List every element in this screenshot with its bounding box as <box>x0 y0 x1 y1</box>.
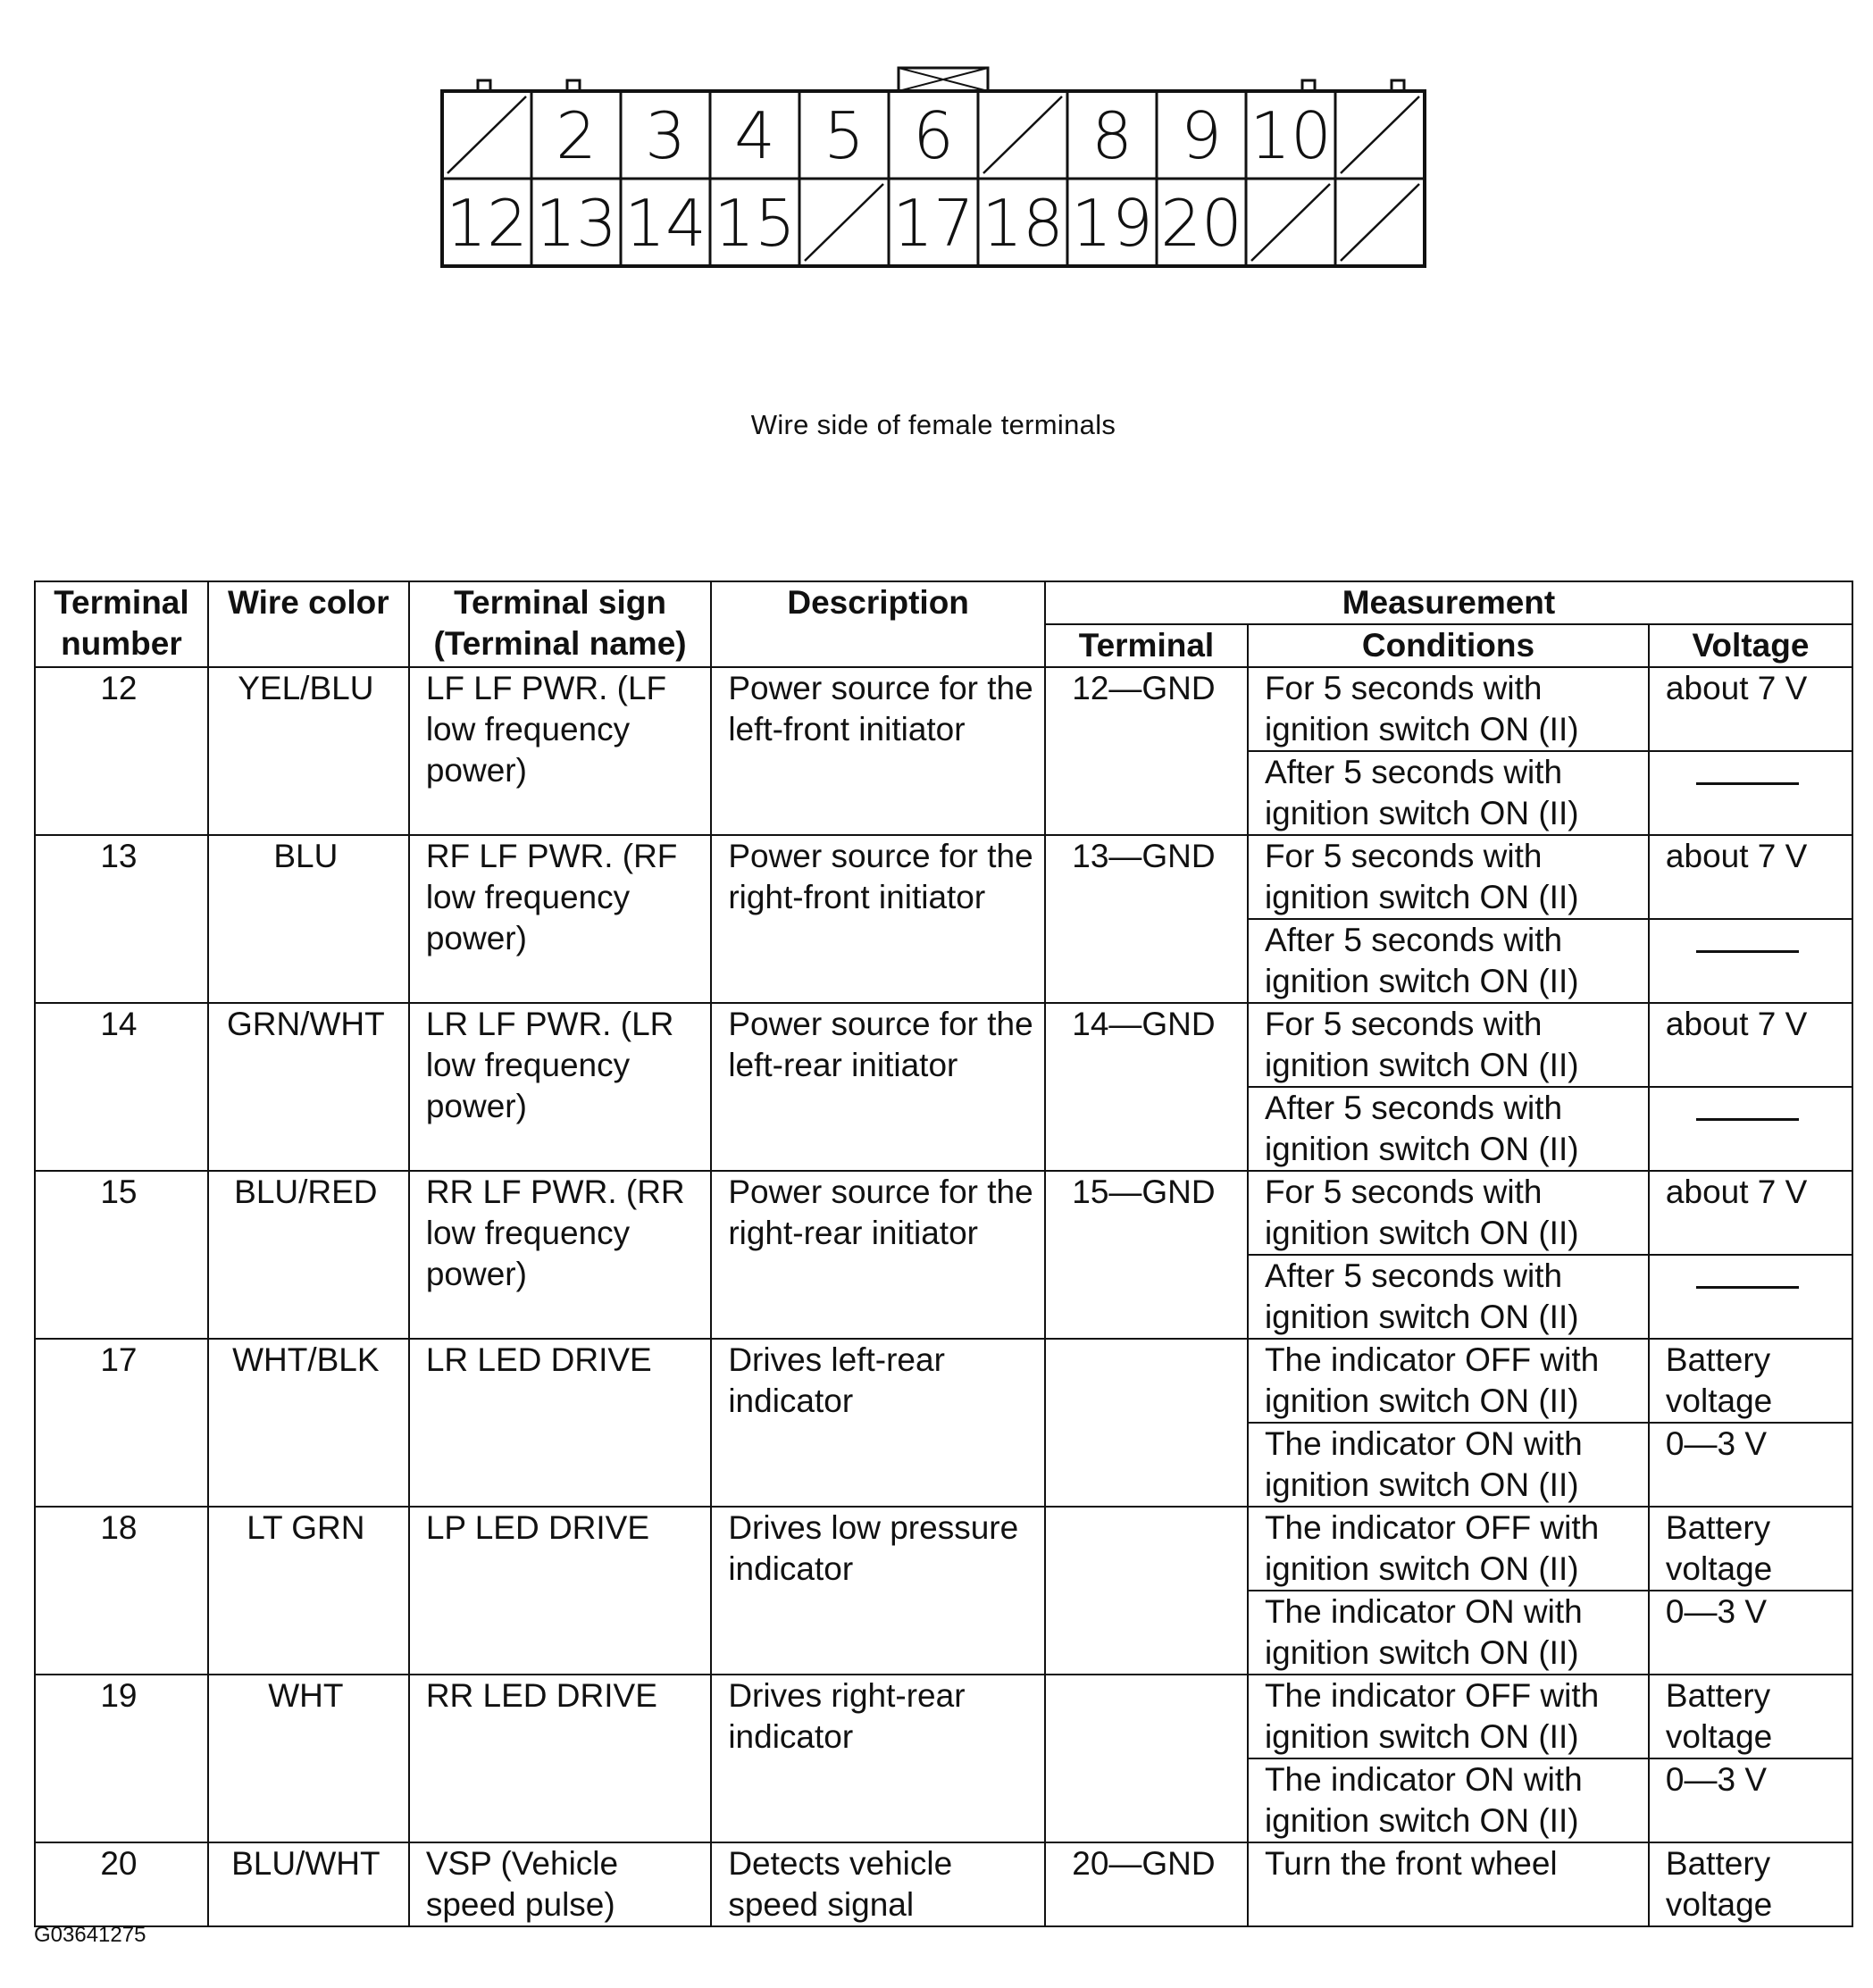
voltage-cell: about 7 V <box>1649 667 1852 751</box>
wire-color-cell: LT GRN <box>208 1507 409 1675</box>
empty-cavity-slash <box>447 96 526 173</box>
voltage-cell <box>1649 751 1852 835</box>
measurement-terminal-cell: 12—GND <box>1045 667 1248 835</box>
voltage-cell: Battery voltage <box>1649 1842 1852 1926</box>
description-cell: Drives right-rear indicator <box>711 1675 1045 1842</box>
terminal-sign-cell: LR LF PWR. (LR low frequency power) <box>409 1003 711 1171</box>
figure-id: G03641275 <box>34 1923 146 1947</box>
condition-cell: After 5 seconds with ignition switch ON (II) <box>1248 1087 1649 1171</box>
terminal-number-cell: 12 <box>35 667 208 835</box>
header-terminal: Terminal <box>1045 624 1248 667</box>
wire-color-cell: BLU/WHT <box>208 1842 409 1926</box>
terminal-table <box>34 581 1853 1927</box>
description-cell: Detects vehicle speed signal <box>711 1842 1045 1926</box>
terminal-2-label: 2 <box>556 98 597 173</box>
terminal-sign-cell: LR LED DRIVE <box>409 1339 711 1507</box>
terminal-number-cell: 15 <box>35 1171 208 1339</box>
terminal-5-label: 5 <box>824 98 865 173</box>
connector-caption: Wire side of female terminals <box>750 409 1116 440</box>
voltage-cell <box>1649 919 1852 1003</box>
condition-cell: The indicator ON with ignition switch ON (II) <box>1248 1758 1649 1842</box>
table-row <box>35 667 1852 751</box>
condition-cell: After 5 seconds with ignition switch ON (II) <box>1248 751 1649 835</box>
header-voltage: Voltage <box>1649 624 1852 667</box>
voltage-cell <box>1649 1087 1852 1171</box>
terminal-3-label: 3 <box>645 98 686 173</box>
terminal-sign-cell: RR LF PWR. (RR low frequency power) <box>409 1171 711 1339</box>
wire-color-cell: YEL/BLU <box>208 667 409 835</box>
header-terminal-number: Terminal number <box>35 581 208 667</box>
header-description: Description <box>711 581 1045 667</box>
not-applicable-dash <box>1696 1118 1799 1121</box>
terminal-sign-cell: RF LF PWR. (RF low frequency power) <box>409 835 711 1003</box>
terminal-number-cell: 13 <box>35 835 208 1003</box>
header-conditions: Conditions <box>1248 624 1649 667</box>
table-row <box>35 1003 1852 1087</box>
terminal-15-label: 15 <box>714 186 796 261</box>
measurement-terminal-cell <box>1045 1507 1248 1675</box>
terminal-4-label: 4 <box>734 98 775 173</box>
header-terminal-sign: Terminal sign (Terminal name) <box>409 581 711 667</box>
connector-diagram <box>429 63 1465 295</box>
measurement-terminal-cell: 20—GND <box>1045 1842 1248 1926</box>
measurement-terminal-cell <box>1045 1339 1248 1507</box>
terminal-20-label: 20 <box>1160 186 1242 261</box>
measurement-terminal-cell <box>1045 1675 1248 1842</box>
terminal-sign-cell: LP LED DRIVE <box>409 1507 711 1675</box>
terminal-number-cell: 14 <box>35 1003 208 1171</box>
voltage-cell: about 7 V <box>1649 835 1852 919</box>
terminal-8-label: 8 <box>1091 98 1133 173</box>
description-cell: Drives left-rear indicator <box>711 1339 1045 1507</box>
terminal-19-label: 19 <box>1071 186 1153 261</box>
description-cell: Drives low pressure indicator <box>711 1507 1045 1675</box>
terminal-sign-cell: LF LF PWR. (LF low frequency power) <box>409 667 711 835</box>
voltage-cell: Battery voltage <box>1649 1675 1852 1758</box>
wire-color-cell: GRN/WHT <box>208 1003 409 1171</box>
table-row <box>35 835 1852 919</box>
condition-cell: For 5 seconds with ignition switch ON (II) <box>1248 1003 1649 1087</box>
connector-outline <box>478 68 1404 91</box>
header-wire-color: Wire color <box>208 581 409 667</box>
condition-cell: The indicator OFF with ignition switch ON (II) <box>1248 1675 1649 1758</box>
terminal-10-label: 10 <box>1250 98 1332 173</box>
voltage-cell: 0—3 V <box>1649 1591 1852 1675</box>
table-row <box>35 1339 1852 1423</box>
terminal-number-cell: 18 <box>35 1507 208 1675</box>
wire-color-cell: BLU/RED <box>208 1171 409 1339</box>
description-cell: Power source for the right-rear initiator <box>711 1171 1045 1339</box>
empty-cavity-slash <box>983 96 1062 173</box>
terminal-14-label: 14 <box>624 186 707 261</box>
table-row <box>35 1507 1852 1591</box>
table-row <box>35 1842 1852 1926</box>
terminal-sign-cell: VSP (Vehicle speed pulse) <box>409 1842 711 1926</box>
terminal-6-label: 6 <box>913 98 954 173</box>
voltage-cell: about 7 V <box>1649 1171 1852 1255</box>
not-applicable-dash <box>1696 950 1799 953</box>
wire-color-cell: BLU <box>208 835 409 1003</box>
empty-cavity-slash <box>1251 184 1330 261</box>
terminal-18-label: 18 <box>982 186 1064 261</box>
condition-cell: For 5 seconds with ignition switch ON (II) <box>1248 835 1649 919</box>
terminal-13-label: 13 <box>535 186 617 261</box>
empty-cavity-slash <box>805 184 883 261</box>
terminal-number-cell: 19 <box>35 1675 208 1842</box>
terminal-number-cell: 17 <box>35 1339 208 1507</box>
condition-cell: After 5 seconds with ignition switch ON (II) <box>1248 919 1649 1003</box>
terminal-17-label: 17 <box>892 186 974 261</box>
voltage-cell <box>1649 1255 1852 1339</box>
description-cell: Power source for the left-rear initiator <box>711 1003 1045 1171</box>
terminal-9-label: 9 <box>1181 98 1222 173</box>
terminal-sign-cell: RR LED DRIVE <box>409 1675 711 1842</box>
voltage-cell: Battery voltage <box>1649 1507 1852 1591</box>
empty-cavity-slash <box>1341 96 1419 173</box>
measurement-terminal-cell: 14—GND <box>1045 1003 1248 1171</box>
condition-cell: Turn the front wheel <box>1248 1842 1649 1926</box>
not-applicable-dash <box>1696 1286 1799 1289</box>
header-measurement: Measurement <box>1045 581 1852 624</box>
table-row <box>35 1675 1852 1758</box>
measurement-terminal-cell: 13—GND <box>1045 835 1248 1003</box>
table-row <box>35 1171 1852 1255</box>
description-cell: Power source for the right-front initiator <box>711 835 1045 1003</box>
condition-cell: For 5 seconds with ignition switch ON (II) <box>1248 667 1649 751</box>
wire-color-cell: WHT/BLK <box>208 1339 409 1507</box>
condition-cell: After 5 seconds with ignition switch ON (II) <box>1248 1255 1649 1339</box>
condition-cell: The indicator OFF with ignition switch ON (II) <box>1248 1507 1649 1591</box>
measurement-terminal-cell: 15—GND <box>1045 1171 1248 1339</box>
wire-color-cell: WHT <box>208 1675 409 1842</box>
not-applicable-dash <box>1696 782 1799 785</box>
terminal-12-label: 12 <box>446 186 528 261</box>
terminal-number-cell: 20 <box>35 1842 208 1926</box>
condition-cell: The indicator ON with ignition switch ON (II) <box>1248 1423 1649 1507</box>
condition-cell: The indicator OFF with ignition switch ON (II) <box>1248 1339 1649 1423</box>
empty-cavity-slash <box>1341 184 1419 261</box>
condition-cell: The indicator ON with ignition switch ON (II) <box>1248 1591 1649 1675</box>
voltage-cell: 0—3 V <box>1649 1423 1852 1507</box>
condition-cell: For 5 seconds with ignition switch ON (II) <box>1248 1171 1649 1255</box>
voltage-cell: about 7 V <box>1649 1003 1852 1087</box>
voltage-cell: 0—3 V <box>1649 1758 1852 1842</box>
description-cell: Power source for the left-front initiator <box>711 667 1045 835</box>
voltage-cell: Battery voltage <box>1649 1339 1852 1423</box>
